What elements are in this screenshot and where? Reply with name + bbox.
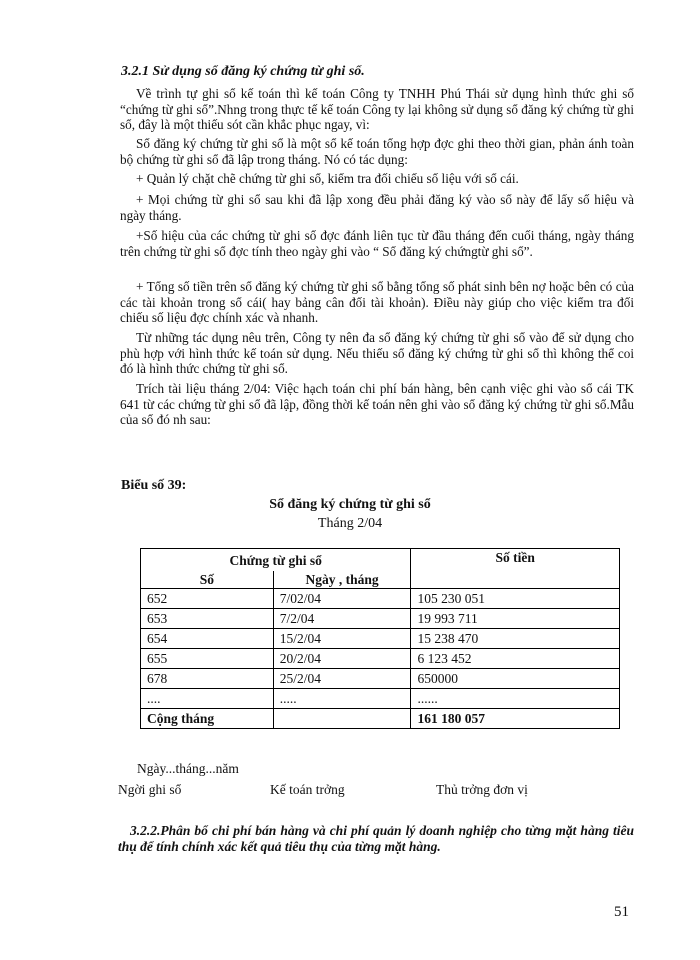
- header-amount: Số tiền: [411, 549, 620, 589]
- cell-number: 653: [141, 609, 274, 629]
- header-voucher-group: Chứng từ ghi sổ: [141, 549, 411, 572]
- paragraph-excerpt: Trích tài liệu tháng 2/04: Việc hạch toán chi phí bán hàng, bên cạnh việc ghi vào sổ cái TK 641 từ các chứng từ ghi sổ đã lập, đồng thời kế toán nên ghi vào sổ đăng ký chứng từ ghi sổ.Mẫu của sổ đó nh sau:: [120, 381, 634, 427]
- total-amount: 161 180 057: [411, 709, 620, 729]
- cell-amount: ......: [411, 689, 620, 709]
- cell-number: 655: [141, 649, 274, 669]
- paragraph-benefit-3: +Số hiệu của các chứng từ ghi sổ đợc đánh liên tục từ đầu tháng đến cuối tháng, ngày tháng trên chứng từ ghi sổ đợc tính theo ngày ghi vào “ Sổ đăng ký chứngtừ ghi sổ”.: [120, 228, 634, 259]
- paragraph-benefit-4: + Tổng số tiền trên sổ đăng ký chứng từ ghi sổ bằng tổng số phát sinh bên nợ hoặc bên có của các tài khoản trong sổ cái( hay bảng cân đối tài khoản). Điều này giúp cho việc kiểm tra đối chiếu số liệu đợc chính xác và nhanh.: [120, 279, 634, 325]
- cell-amount: 15 238 470: [411, 629, 620, 649]
- cell-date: 20/2/04: [273, 649, 411, 669]
- section-title: 3.2.1 Sử dụng sổ đăng ký chứng từ ghi sổ.: [121, 64, 365, 79]
- table-row: [141, 689, 620, 709]
- header-number: Số: [141, 571, 274, 589]
- section-title-2: 3.2.2.Phân bổ chi phí bán hàng và chi phí quản lý doanh nghiệp cho từng mặt hàng tiêu thụ để tính chính xác kết quả tiêu thụ của từng mặt hàng.: [118, 823, 634, 854]
- cell-number: 652: [141, 589, 274, 609]
- table-row: [141, 649, 620, 669]
- cell-date: 7/02/04: [273, 589, 411, 609]
- cell-date: 15/2/04: [273, 629, 411, 649]
- paragraph-definition: Sổ đăng ký chứng từ ghi sổ là một sổ kế toán tổng hợp đợc ghi theo thời gian, phản ánh toàn bộ chứng từ ghi sổ đã lập trong tháng. Nó có tác dụng:: [120, 136, 634, 167]
- header-date: Ngày , tháng: [273, 571, 411, 589]
- cell-amount: 6 123 452: [411, 649, 620, 669]
- cell-number: 654: [141, 629, 274, 649]
- cell-number: ....: [141, 689, 274, 709]
- total-label: Cộng tháng: [141, 709, 274, 729]
- cell-amount: 650000: [411, 669, 620, 689]
- register-table: [140, 548, 620, 729]
- paragraph-benefit-1: + Quản lý chặt chẽ chứng từ ghi sổ, kiểm tra đối chiếu số liệu với sổ cái.: [136, 171, 519, 186]
- paragraph-intro: Về trình tự ghi sổ kế toán thì kế toán Công ty TNHH Phú Thái sử dụng hình thức ghi sổ “chứng từ ghi sổ”.Nhng trong thực tế kế toán Công ty lại không sử dụng sổ đăng ký chứng từ ghi sổ, đây là một thiếu sót cần khắc phục ngay, vì:: [120, 86, 634, 132]
- signer-recorder: Ngời ghi sổ: [118, 782, 182, 797]
- signer-chief-accountant: Kế toán trởng: [270, 782, 345, 797]
- table-row: [141, 609, 620, 629]
- table-total-row: [141, 709, 620, 729]
- paragraph-recommendation: Từ những tác dụng nêu trên, Công ty nên đa sổ đăng ký chứng từ ghi sổ vào để sử dụng cho phù hợp với hình thức kế toán sử dụng. Nếu thiếu sổ đăng ký chứng từ ghi sổ thì không thể coi đó là hình thức chứng từ ghi sổ.: [120, 330, 634, 376]
- paragraph-benefit-2: + Mọi chứng từ ghi sổ sau khi đã lập xong đều phải đăng ký vào sổ này để lấy số hiệu và ngày tháng.: [120, 192, 634, 223]
- page-number: 51: [614, 904, 629, 920]
- cell-date: .....: [273, 689, 411, 709]
- cell-amount: 105 230 051: [411, 589, 620, 609]
- signer-unit-head: Thủ trởng đơn vị: [436, 782, 528, 797]
- table-row: [141, 669, 620, 689]
- table-title: Sổ đăng ký chứng từ ghi sổ: [269, 497, 431, 512]
- cell-date: 25/2/04: [273, 669, 411, 689]
- cell-date: 7/2/04: [273, 609, 411, 629]
- table-subtitle: Tháng 2/04: [317, 516, 383, 531]
- total-empty: [273, 709, 411, 729]
- table-row: [141, 629, 620, 649]
- table-row: [141, 589, 620, 609]
- form-label: Biểu số 39:: [121, 478, 187, 493]
- date-line: Ngày...tháng...năm: [137, 761, 239, 776]
- cell-amount: 19 993 711: [411, 609, 620, 629]
- cell-number: 678: [141, 669, 274, 689]
